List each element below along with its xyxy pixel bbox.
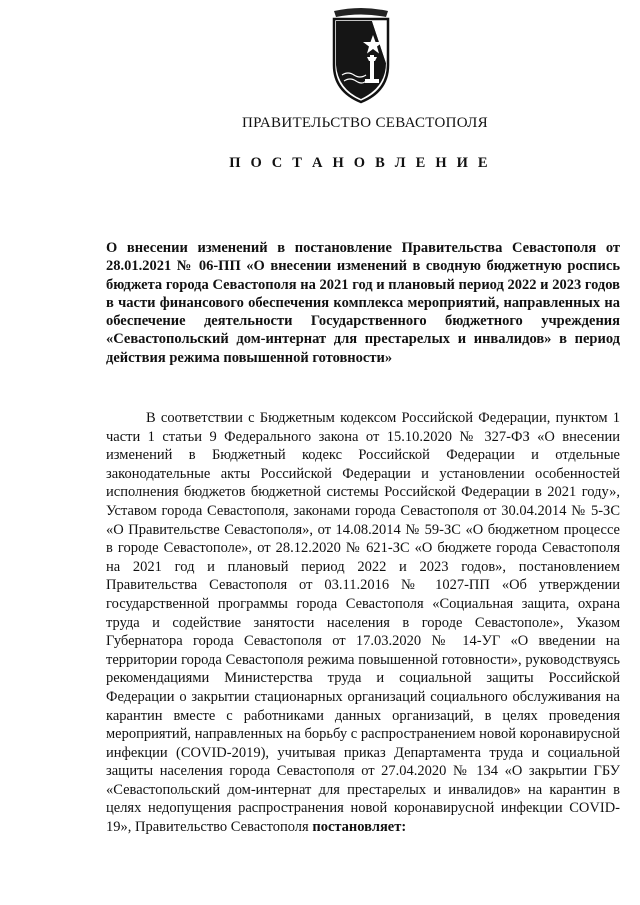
closing-resolution: постановляет: bbox=[312, 819, 407, 836]
organization-name: ПРАВИТЕЛЬСТВО СЕВАСТОПОЛЯ bbox=[242, 115, 488, 131]
coat-of-arms-emblem bbox=[326, 5, 396, 105]
document-type-title: П О С Т А Н О В Л Е Н И Е bbox=[229, 155, 491, 171]
document-subject: О внесении изменений в постановление Правительства Севастополя от 28.01.2021 № 06-ПП «О внесении изменений в сводную бюджетную роспись бюджета города Севастополя на 2021 год и плановый период 2022 и 2023 годов в части финансового обеспечения комплекса мероприятий, направленных на обеспечение деятельности Государственного бюджетного учреждения «Севастопольский дом-интернат для престарелых и инвалидов» в период действия режима повышенной готовности» bbox=[106, 240, 620, 366]
closing-prefix: Правительство Севастополя bbox=[135, 819, 309, 836]
body-text: В соответствии с Бюджетным кодексом Российской Федерации, пунктом 1 части 1 статьи 9 Федерального закона от 15.10.2020 № 327-ФЗ «О внесении изменений в Бюджетный кодекс Российской Федерации и отдельные законодательные акты Российской Федерации и установлении особенностей исполнения бюджетов бюджетной системы Российской Федерации в 2021 году», Уставом города Севастополя, законами города Севастополя от 30.04.2014 № 5-ЗС «О Правительстве Севастополя», от 14.08.2014 № 59-ЗС «О бюджетном процессе в городе Севастополе», от 28.12.2020 № 621-ЗС «О бюджете города Севастополя на 2021 год и плановый период 2022 и 2023 годов», постановлением Правительства Севастополя от 03.11.2016 № 1027-ПП «Об утверждении государственной программы города Севастополя «Социальная защита, охрана труда и содействие занятости населения в городе Севастополе», Указом Губернатора города Севастополя от 17.03.2020 № 14-УГ «О введении на территории города Севастополя режима повышенной готовности», руководствуясь рекомендациями Министерства труда и социальной защиты Российской Федерации о закрытии стационарных организаций социального обслуживания на карантин вместе с работниками данных организаций, в целях проведения мероприятий, направленных на борьбу с распространением новой коронавирусной инфекции (COVID-2019), учитывая приказ Департамента труда и социальной защиты населения города Севастополя от 27.04.2020 № 134 «О закрытии ГБУ «Севастопольский дом-интернат для престарелых и инвалидов» на карантин в целях недопущения распространения новой коронавирусной инфекции COVID-19», bbox=[106, 410, 620, 836]
document-body bbox=[106, 409, 620, 837]
